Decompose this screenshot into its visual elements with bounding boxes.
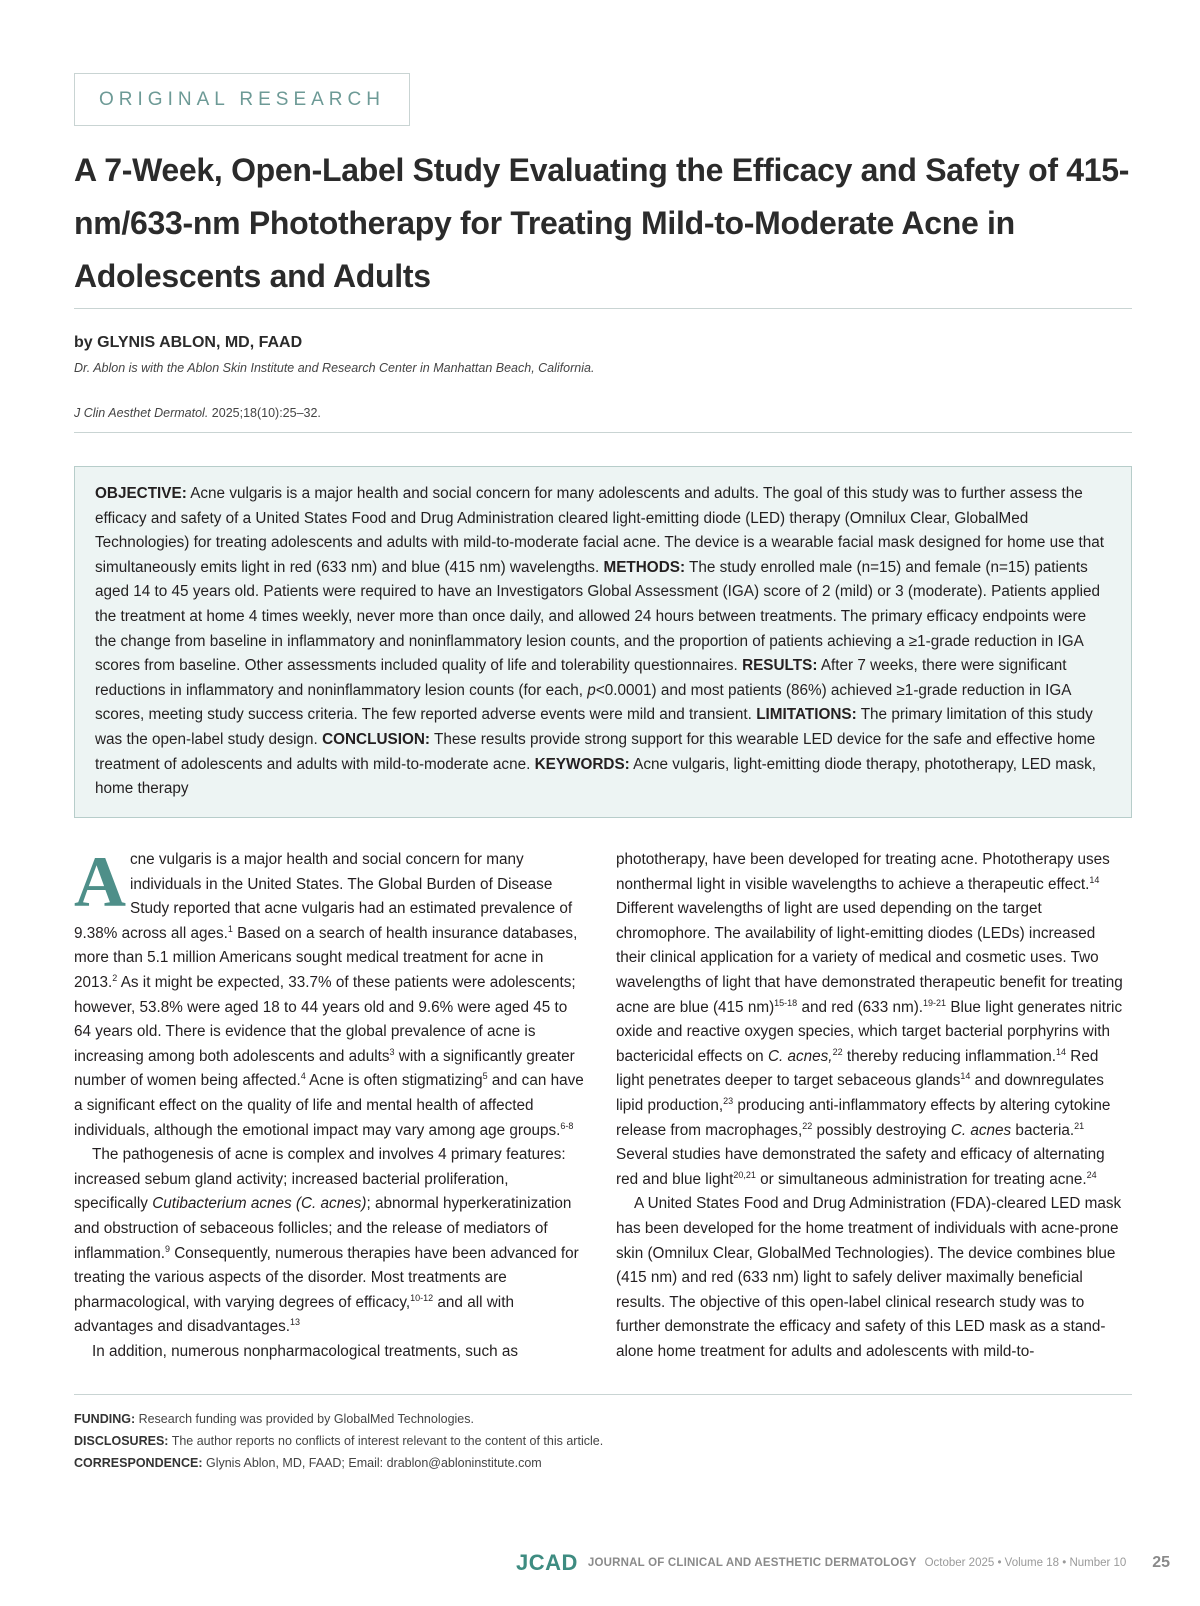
abstract-keywords: Acne vulgaris, light-emitting diode therapy, phototherapy, LED mask, home therapy xyxy=(95,755,1097,798)
body-text: bacteria. xyxy=(1011,1121,1075,1139)
citation-ref: 4 xyxy=(300,1071,306,1082)
body-text: Red light penetrates deeper to target sebaceous glands xyxy=(616,1047,1099,1090)
abstract-objective-label: OBJECTIVE: xyxy=(95,485,187,502)
body-text: Several studies have demonstrated the safety and efficacy of alternating red and blue light xyxy=(616,1146,1105,1188)
correspondence-label: CORRESPONDENCE: xyxy=(74,1456,203,1470)
citation-ref: 14 xyxy=(1089,874,1100,885)
section-label: ORIGINAL RESEARCH xyxy=(74,73,410,126)
body-paragraph xyxy=(74,1143,586,1340)
abstract-keywords-label: KEYWORDS: xyxy=(534,755,630,773)
footnote-divider xyxy=(74,1394,1132,1395)
citation-details: 2025;18(10):25–32. xyxy=(208,406,321,420)
abstract-methods: The study enrolled male (n=15) and female (n=15) patients aged 14 to 45 years old. Patients were required to have an Investigators Global Assessment (IGA) score of 2 (mild) or 3 (moderate). Patients applied the treatment at home 4 times weekly, never more than once daily, and allowed 24 hours between treatments. The primary efficacy endpoints were the change from baseline in inflammatory and noninflammatory lesion counts, and the proportion of patients achieving a ≥1-grade reduction in IGA scores from baseline. Other assessments included quality of life and tolerability questionnaires. xyxy=(95,558,1101,675)
citation-ref: 19-21 xyxy=(923,997,947,1008)
abstract-results: After 7 weeks, there were significant reductions in inflammatory and noninflammatory lesion counts (for each, xyxy=(95,657,1067,699)
body-text: and can have a significant effect on the quality of life and mental health of affected individuals, although the emotional impact may vary among age groups. xyxy=(74,1072,584,1139)
body-text: thereby reducing inflammation. xyxy=(842,1047,1056,1065)
body-column-right xyxy=(616,848,1128,1364)
author-affiliation: Dr. Ablon is with the Ablon Skin Institute and Research Center in Manhattan Beach, California. xyxy=(74,361,595,375)
abstract-objective: Acne vulgaris is a major health and social concern for many adolescents and adults. The goal of this study was to further assess the efficacy and safety of a United States Food and Drug Administration cleared light-emitting diode (LED) therapy (Omnilux Clear, GlobalMed Technologies) for treating adolescents and adults with mild-to-moderate facial acne. The device is a wearable facial mask designed for home use that simultaneously emits light in red (633 nm) and blue (415 nm) wavelengths. xyxy=(95,485,1105,576)
body-column-left xyxy=(74,842,586,1364)
citation-ref: 15-18 xyxy=(774,997,798,1008)
author-byline: by GLYNIS ABLON, MD, FAAD xyxy=(74,334,303,351)
body-text: Blue light generates nitric oxide and reactive oxygen species, which target bacterial porphyrins with bactericidal effects on xyxy=(616,998,1123,1065)
citation-ref: 22 xyxy=(802,1120,813,1131)
body-text: Different wavelengths of light are used depending on the target chromophore. The availability of light-emitting diodes (LEDs) increased their clinical application for a variety of medical and cosmetic uses. Two wavelengths of light that have demonstrated therapeutic benefit for treating acne are blue (415 nm) xyxy=(616,900,1123,1016)
citation-journal: J Clin Aesthet Dermatol. xyxy=(74,406,209,420)
citation-ref: 6-8 xyxy=(560,1120,574,1131)
disclosures-text: The author reports no conflicts of interest relevant to the content of this article. xyxy=(168,1434,604,1448)
body-text: The pathogenesis of acne is complex and involves 4 primary features: increased sebum gland activity; increased bacterial proliferation, specifically xyxy=(74,1146,566,1213)
page-footer xyxy=(516,1550,1170,1576)
abstract-box xyxy=(74,466,1132,818)
body-text: A United States Food and Drug Administration (FDA)-cleared LED mask has been developed for the home treatment of individuals with acne-prone skin (Omnilux Clear, GlobalMed Technologies). The device combines blue (415 nm) and red (633 nm) light to safely deliver maximally beneficial results. The objective of this open-label clinical research study was to further demonstrate the efficacy and safety of this LED mask as a stand-alone home treatment for adults and adolescents with mild-to- xyxy=(616,1195,1122,1360)
body-text: In addition, numerous nonpharmacological treatments, such as xyxy=(92,1342,519,1360)
body-text: Acne is often stigmatizing xyxy=(305,1072,483,1090)
citation-ref: 22 xyxy=(832,1046,843,1057)
body-text: As it might be expected, 33.7% of these patients were adolescents; however, 53.8% were aged 18 to 44 years old and 9.6% were aged 45 to 64 years old. There is evidence that the global prevalence of acne is increasing among both adolescents and adults xyxy=(74,973,576,1065)
citation-ref: 3 xyxy=(389,1046,395,1057)
body-text: Consequently, numerous therapies have been advanced for treating the various aspects of the disorder. Most treatments are pharmacological, with varying degrees of efficacy, xyxy=(74,1244,579,1311)
body-text-italic: C. acnes, xyxy=(767,1047,833,1065)
article-title: A 7-Week, Open-Label Study Evaluating the Efficacy and Safety of 415-nm/633-nm Phototherapy for Treating Mild-to-Moderate Acne in Adolescents and Adults xyxy=(74,152,1130,294)
body-text: and all with advantages and disadvantages. xyxy=(74,1293,514,1336)
abstract-limitations: The primary limitation of this study was the open-label study design. xyxy=(95,706,1093,748)
funding-label: FUNDING: xyxy=(74,1412,136,1426)
citation-ref: 2 xyxy=(112,972,118,983)
body-text: with a significantly greater number of women being affected. xyxy=(74,1047,575,1090)
body-text: producing anti-inflammatory effects by altering cytokine release from macrophages, xyxy=(616,1096,1111,1139)
citation-ref: 21 xyxy=(1074,1120,1085,1131)
body-text: or simultaneous administration for treating acne. xyxy=(755,1170,1087,1188)
abstract-results-label: RESULTS: xyxy=(742,657,818,675)
header-divider xyxy=(74,432,1132,433)
citation-ref: 10-12 xyxy=(410,1292,434,1303)
citation-ref: 20,21 xyxy=(733,1169,756,1180)
citation-ref: 14 xyxy=(960,1071,971,1082)
body-text: cne vulgaris is a major health and social concern for many individuals in the United States. The Global Burden of Disease Study reported that acne vulgaris had an estimated prevalence of 9.38% across all ages. xyxy=(74,851,573,942)
disclosures-label: DISCLOSURES: xyxy=(74,1434,169,1448)
correspondence-text: Glynis Ablon, MD, FAAD; Email: drablon@abloninstitute.com xyxy=(202,1456,542,1470)
citation-ref: 13 xyxy=(290,1317,301,1328)
journal-logo: JCAD xyxy=(516,1550,578,1575)
body-paragraph xyxy=(74,842,586,1143)
body-text: possibly destroying xyxy=(812,1121,951,1139)
drop-cap: A xyxy=(74,842,126,922)
funding-text: Research funding was provided by GlobalMed Technologies. xyxy=(135,1412,474,1426)
abstract-conclusion-label: CONCLUSION: xyxy=(322,730,430,748)
body-paragraph xyxy=(616,848,1128,1192)
citation-ref: 9 xyxy=(164,1243,170,1254)
body-text: and red (633 nm). xyxy=(797,998,924,1016)
body-text: and downregulates lipid production, xyxy=(616,1072,1104,1114)
citation-ref: 5 xyxy=(482,1071,488,1082)
body-paragraph xyxy=(616,1192,1128,1364)
body-text: phototherapy, have been developed for treating acne. Phototherapy uses nonthermal light in visible wavelengths to achieve a therapeutic effect. xyxy=(616,851,1110,893)
abstract-results-p: p xyxy=(587,681,596,699)
citation-ref: 23 xyxy=(723,1095,734,1106)
title-divider xyxy=(74,308,1132,309)
body-text-italic: Cutibacterium acnes (C. acnes) xyxy=(152,1195,367,1213)
journal-name: JOURNAL OF CLINICAL AND AESTHETIC DERMATOLOGY xyxy=(587,1557,917,1569)
journal-issue: October 2025 • Volume 18 • Number 10 xyxy=(924,1557,1127,1569)
citation-ref: 24 xyxy=(1086,1169,1097,1180)
body-text: ; abnormal hyperkeratinization and obstruction of sebaceous follicles; and the release of mediators of inflammation. xyxy=(74,1195,572,1262)
body-paragraph xyxy=(74,1340,586,1365)
abstract-methods-label: METHODS: xyxy=(603,558,686,576)
footnote-disclosures xyxy=(74,1434,603,1448)
page-number: 25 xyxy=(1152,1554,1170,1571)
abstract-limitations-label: LIMITATIONS: xyxy=(756,706,857,724)
body-text: Based on a search of health insurance databases, more than 5.1 million Americans sought medical treatment for acne in 2013. xyxy=(74,924,578,991)
abstract-conclusion: These results provide strong support for this wearable LED device for the safe and effective home treatment of adolescents and adults with mild-to-moderate acne. xyxy=(95,730,1096,773)
footnote-funding xyxy=(74,1412,474,1426)
journal-citation xyxy=(74,406,321,420)
footnote-correspondence xyxy=(74,1456,542,1470)
citation-ref: 14 xyxy=(1056,1046,1067,1057)
body-text-italic: C. acnes xyxy=(950,1121,1012,1139)
citation-ref: 1 xyxy=(227,923,233,934)
abstract-text xyxy=(95,482,1111,802)
abstract-results-cont: <0.0001) and most patients (86%) achieved ≥1-grade reduction in IGA scores, meeting study success criteria. The few reported adverse events were mild and transient. xyxy=(95,681,1071,724)
